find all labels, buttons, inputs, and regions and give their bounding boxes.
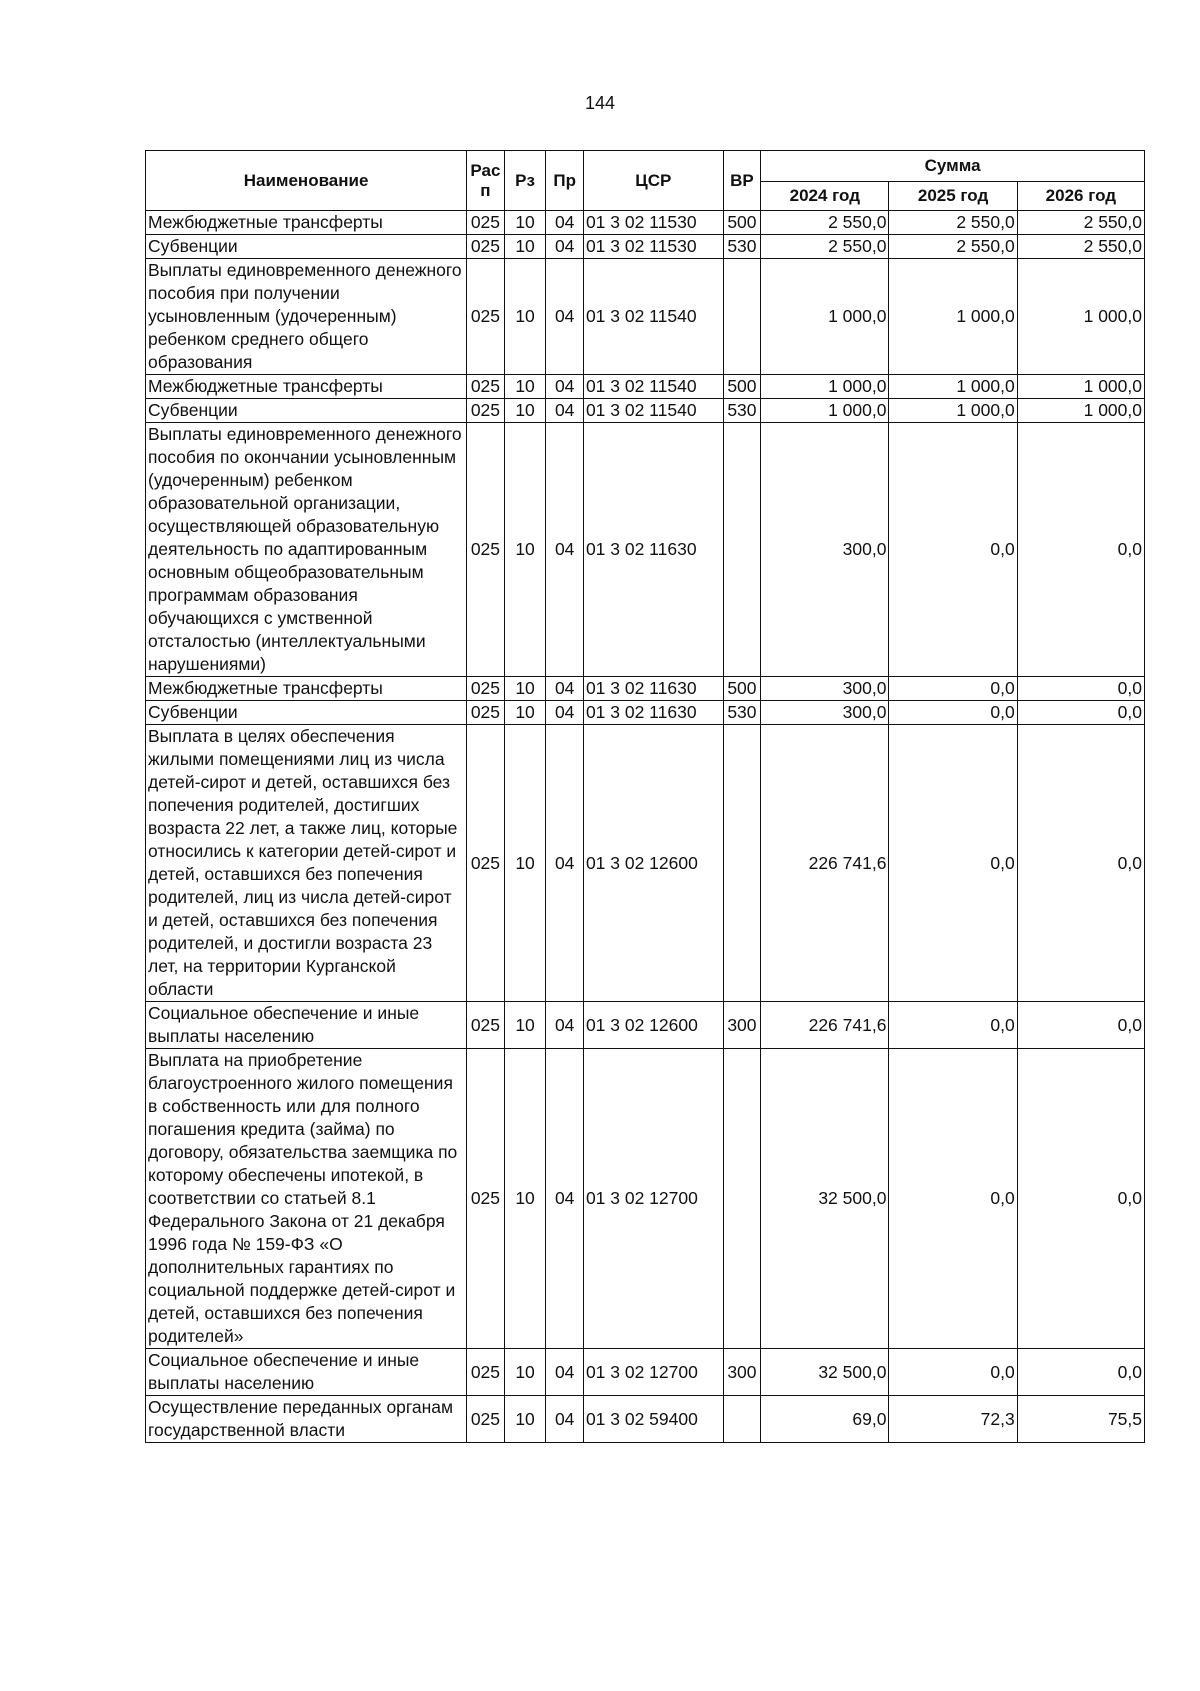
cell-rz: 10 (504, 1049, 546, 1349)
cell-vr: 530 (723, 235, 761, 259)
cell-vr (723, 725, 761, 1002)
cell-sum-2025: 72,3 (889, 1396, 1017, 1443)
cell-pr: 04 (546, 423, 584, 677)
table-row (146, 1349, 1145, 1396)
cell-pr: 04 (546, 725, 584, 1002)
cell-name: Выплата на приобретение благоустроенного жилого помещения в собственность или для полного погашения кредита (займа) по договору, обязательства заемщика по которому обеспечены ипотекой, в соответствии со статьей 8.1 Федерального Закона от 21 декабря 1996 года № 159-ФЗ «О дополнительных гарантиях по социальной поддержке детей-сирот и детей, оставшихся без попечения родителей» (146, 1049, 467, 1349)
cell-sum-2024: 1 000,0 (761, 259, 889, 375)
cell-csr: 01 3 02 11630 (583, 423, 723, 677)
cell-vr (723, 259, 761, 375)
cell-sum-2025: 1 000,0 (889, 375, 1017, 399)
cell-rz: 10 (504, 725, 546, 1002)
cell-name: Субвенции (146, 701, 467, 725)
cell-sum-2026: 2 550,0 (1017, 211, 1144, 235)
cell-sum-2026: 0,0 (1017, 423, 1144, 677)
cell-pr: 04 (546, 677, 584, 701)
header-rasp: Рас п (467, 151, 505, 211)
cell-sum-2025: 2 550,0 (889, 211, 1017, 235)
cell-rz: 10 (504, 235, 546, 259)
cell-vr (723, 1049, 761, 1349)
cell-csr: 01 3 02 11540 (583, 259, 723, 375)
cell-name: Социальное обеспечение и иные выплаты населению (146, 1002, 467, 1049)
header-csr: ЦСР (583, 151, 723, 211)
cell-rasp: 025 (467, 1002, 505, 1049)
table-row (146, 701, 1145, 725)
cell-csr: 01 3 02 11630 (583, 701, 723, 725)
cell-sum-2025: 0,0 (889, 677, 1017, 701)
cell-vr: 500 (723, 375, 761, 399)
table-row (146, 1002, 1145, 1049)
cell-csr: 01 3 02 11530 (583, 235, 723, 259)
cell-name: Выплата в целях обеспечения жилыми помещениями лиц из числа детей-сирот и детей, оставшихся без попечения родителей, достигших возраста 22 лет, а также лиц, которые относились к категории детей-сирот и детей, оставшихся без попечения родителей, лиц из числа детей-сирот и детей, оставшихся без попечения родителей, и достигли возраста 23 лет, на территории Курганской области (146, 725, 467, 1002)
cell-name: Осуществление переданных органам государственной власти (146, 1396, 467, 1443)
cell-rasp: 025 (467, 423, 505, 677)
cell-rz: 10 (504, 701, 546, 725)
cell-name: Субвенции (146, 235, 467, 259)
table-row (146, 1396, 1145, 1443)
cell-name: Социальное обеспечение и иные выплаты населению (146, 1349, 467, 1396)
table-row (146, 235, 1145, 259)
table-row (146, 211, 1145, 235)
header-year-2026: 2026 год (1017, 182, 1144, 211)
header-year-2025: 2025 год (889, 182, 1017, 211)
cell-rasp: 025 (467, 211, 505, 235)
table-row (146, 423, 1145, 677)
cell-name: Субвенции (146, 399, 467, 423)
cell-rasp: 025 (467, 701, 505, 725)
cell-sum-2025: 0,0 (889, 725, 1017, 1002)
cell-name: Выплаты единовременного денежного пособия при получении усыновленным (удочеренным) ребенком среднего общего образования (146, 259, 467, 375)
cell-sum-2024: 69,0 (761, 1396, 889, 1443)
cell-pr: 04 (546, 1396, 584, 1443)
cell-sum-2024: 300,0 (761, 701, 889, 725)
header-vr: ВР (723, 151, 761, 211)
cell-rasp: 025 (467, 399, 505, 423)
cell-rz: 10 (504, 399, 546, 423)
cell-sum-2024: 1 000,0 (761, 375, 889, 399)
cell-rasp: 025 (467, 259, 505, 375)
cell-rz: 10 (504, 1002, 546, 1049)
table-row (146, 1049, 1145, 1349)
cell-csr: 01 3 02 12600 (583, 1002, 723, 1049)
table-row (146, 725, 1145, 1002)
cell-sum-2026: 1 000,0 (1017, 375, 1144, 399)
cell-sum-2025: 1 000,0 (889, 399, 1017, 423)
cell-sum-2026: 0,0 (1017, 1002, 1144, 1049)
cell-name: Выплаты единовременного денежного пособия по окончании усыновленным (удочеренным) ребенком образовательной организации, осуществляющей образовательную деятельность по адаптированным основным общеобразовательным программам образования обучающихся с умственной отсталостью (интеллектуальными нарушениями) (146, 423, 467, 677)
cell-sum-2026: 0,0 (1017, 1049, 1144, 1349)
cell-sum-2026: 75,5 (1017, 1396, 1144, 1443)
header-sum: Сумма (761, 151, 1145, 182)
header-name: Наименование (146, 151, 467, 211)
table-row (146, 259, 1145, 375)
cell-rasp: 025 (467, 1049, 505, 1349)
budget-table (145, 150, 1145, 1443)
cell-sum-2024: 300,0 (761, 677, 889, 701)
cell-sum-2026: 0,0 (1017, 1349, 1144, 1396)
cell-sum-2024: 226 741,6 (761, 1002, 889, 1049)
table-row (146, 375, 1145, 399)
header-rz: Рз (504, 151, 546, 211)
cell-sum-2024: 32 500,0 (761, 1049, 889, 1349)
cell-sum-2024: 2 550,0 (761, 211, 889, 235)
cell-sum-2026: 1 000,0 (1017, 259, 1144, 375)
cell-sum-2025: 0,0 (889, 1002, 1017, 1049)
cell-sum-2024: 32 500,0 (761, 1349, 889, 1396)
cell-sum-2024: 2 550,0 (761, 235, 889, 259)
cell-rasp: 025 (467, 677, 505, 701)
cell-rz: 10 (504, 375, 546, 399)
cell-sum-2025: 0,0 (889, 423, 1017, 677)
cell-csr: 01 3 02 12600 (583, 725, 723, 1002)
cell-vr: 530 (723, 701, 761, 725)
cell-sum-2026: 0,0 (1017, 701, 1144, 725)
cell-rasp: 025 (467, 235, 505, 259)
cell-sum-2025: 0,0 (889, 1349, 1017, 1396)
cell-rasp: 025 (467, 375, 505, 399)
cell-pr: 04 (546, 1049, 584, 1349)
cell-pr: 04 (546, 399, 584, 423)
cell-rz: 10 (504, 259, 546, 375)
cell-pr: 04 (546, 375, 584, 399)
cell-sum-2024: 300,0 (761, 423, 889, 677)
table-row (146, 399, 1145, 423)
cell-rasp: 025 (467, 1349, 505, 1396)
cell-rasp: 025 (467, 1396, 505, 1443)
cell-sum-2025: 0,0 (889, 701, 1017, 725)
cell-csr: 01 3 02 11630 (583, 677, 723, 701)
page-number: 144 (584, 93, 616, 113)
cell-rz: 10 (504, 677, 546, 701)
cell-vr: 530 (723, 399, 761, 423)
cell-csr: 01 3 02 11530 (583, 211, 723, 235)
cell-vr (723, 1396, 761, 1443)
cell-sum-2025: 1 000,0 (889, 259, 1017, 375)
cell-pr: 04 (546, 1002, 584, 1049)
cell-csr: 01 3 02 12700 (583, 1349, 723, 1396)
cell-sum-2026: 1 000,0 (1017, 399, 1144, 423)
cell-sum-2026: 2 550,0 (1017, 235, 1144, 259)
cell-name: Межбюджетные трансферты (146, 211, 467, 235)
cell-vr: 500 (723, 677, 761, 701)
cell-sum-2026: 0,0 (1017, 725, 1144, 1002)
cell-pr: 04 (546, 1349, 584, 1396)
cell-rz: 10 (504, 211, 546, 235)
cell-sum-2025: 2 550,0 (889, 235, 1017, 259)
header-year-2024: 2024 год (761, 182, 889, 211)
cell-vr: 300 (723, 1002, 761, 1049)
cell-pr: 04 (546, 235, 584, 259)
header-pr: Пр (546, 151, 584, 211)
cell-rz: 10 (504, 423, 546, 677)
cell-sum-2024: 1 000,0 (761, 399, 889, 423)
cell-rz: 10 (504, 1349, 546, 1396)
table-row (146, 677, 1145, 701)
cell-sum-2025: 0,0 (889, 1049, 1017, 1349)
cell-vr: 300 (723, 1349, 761, 1396)
cell-csr: 01 3 02 12700 (583, 1049, 723, 1349)
cell-csr: 01 3 02 59400 (583, 1396, 723, 1443)
cell-pr: 04 (546, 259, 584, 375)
cell-rasp: 025 (467, 725, 505, 1002)
cell-pr: 04 (546, 701, 584, 725)
cell-vr (723, 423, 761, 677)
cell-sum-2024: 226 741,6 (761, 725, 889, 1002)
cell-name: Межбюджетные трансферты (146, 677, 467, 701)
cell-csr: 01 3 02 11540 (583, 399, 723, 423)
cell-csr: 01 3 02 11540 (583, 375, 723, 399)
cell-pr: 04 (546, 211, 584, 235)
cell-name: Межбюджетные трансферты (146, 375, 467, 399)
cell-rz: 10 (504, 1396, 546, 1443)
cell-sum-2026: 0,0 (1017, 677, 1144, 701)
cell-vr: 500 (723, 211, 761, 235)
budget-table-body (146, 211, 1145, 1443)
